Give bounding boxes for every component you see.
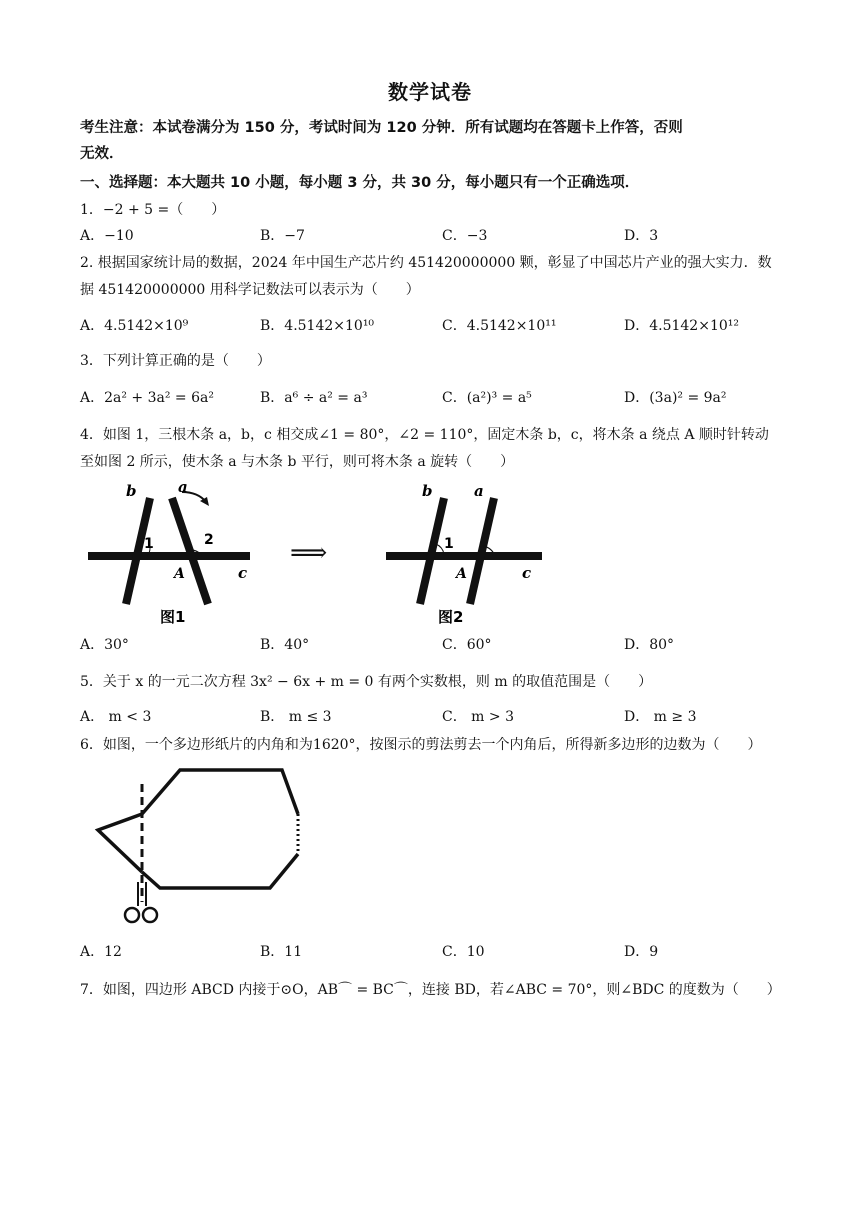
q3-option-b: B．a⁶ ÷ a² = a³ bbox=[260, 390, 368, 406]
figure-2 bbox=[378, 478, 558, 628]
q3-option-a: A．2a² + 3a² = 6a² bbox=[80, 390, 214, 406]
fig1-label-a: a bbox=[178, 478, 188, 496]
fig1-label-1: 1 bbox=[144, 536, 154, 552]
question-2-stem-line-2: 据 451420000000 用科学记数法可以表示为（ ） bbox=[80, 282, 420, 298]
q4-option-d: D．80° bbox=[624, 637, 675, 653]
q1-option-b: B．−7 bbox=[260, 228, 305, 244]
fig2-label-1: 1 bbox=[444, 536, 454, 552]
question-7-stem: 7．如图，四边形 ABCD 内接于⊙O，AB⌒ = BC⌒，连接 BD，若∠ABC = 70°，则∠BDC 的度数为（ ） bbox=[80, 982, 781, 998]
q2-option-a: A．4.5142×10⁹ bbox=[80, 318, 189, 334]
fig2-label-a: a bbox=[474, 482, 484, 500]
transform-arrow: ⟹ bbox=[290, 538, 328, 568]
q2-option-b: B．4.5142×10¹⁰ bbox=[260, 318, 375, 334]
fig1-label-c: c bbox=[238, 564, 248, 582]
q4-option-c: C．60° bbox=[442, 637, 492, 653]
q4-option-b: B．40° bbox=[260, 637, 310, 653]
q6-option-b: B．11 bbox=[260, 944, 303, 960]
page-title: 数学试卷 bbox=[388, 80, 472, 104]
question-5-stem: 5．关于 x 的一元二次方程 3x² − 6x + m = 0 有两个实数根，则 m 的取值范围是（ ） bbox=[80, 674, 653, 690]
fig1-caption: 图1 bbox=[160, 608, 186, 626]
q3-option-d: D．(3a)² = 9a² bbox=[624, 390, 727, 406]
fig1-label-2: 2 bbox=[204, 532, 214, 548]
q2-option-d: D．4.5142×10¹² bbox=[624, 318, 739, 334]
fig2-label-c: c bbox=[522, 564, 532, 582]
scissors-icon bbox=[125, 908, 139, 922]
q6-option-a: A．12 bbox=[80, 944, 122, 960]
q5-option-a: A． m < 3 bbox=[80, 709, 152, 725]
q5-option-b: B． m ≤ 3 bbox=[260, 709, 332, 725]
q6-option-d: D．9 bbox=[624, 944, 659, 960]
q1-option-a: A．−10 bbox=[80, 228, 134, 244]
question-4-stem-line-2: 至如图 2 所示，使木条 a 与木条 b 平行，则可将木条 a 旋转（ ） bbox=[80, 454, 515, 470]
question-3-stem: 3．下列计算正确的是（ ） bbox=[80, 353, 271, 369]
question-6-stem: 6．如图，一个多边形纸片的内角和为1620°，按图示的剪法剪去一个内角后，所得新多边形的边数为（ ） bbox=[80, 737, 762, 753]
q3-option-c: C．(a²)³ = a⁵ bbox=[442, 390, 532, 406]
fig1-label-b: b bbox=[126, 482, 137, 500]
section-heading: 一、选择题：本大题共 10 小题，每小题 3 分，共 30 分，每小题只有一个正确选项． bbox=[80, 175, 640, 191]
fig2-label-A: A bbox=[456, 566, 467, 582]
q1-option-d: D．3 bbox=[624, 228, 659, 244]
notice-line-1: 考生注意：本试卷满分为 150 分，考试时间为 120 分钟．所有试题均在答题卡上作答，否则 bbox=[80, 120, 683, 136]
fig1-label-A: A bbox=[174, 566, 185, 582]
q2-option-c: C．4.5142×10¹¹ bbox=[442, 318, 557, 334]
q4-option-a: A．30° bbox=[80, 637, 129, 653]
question-2-stem-line-1: 2. 根据国家统计局的数据，2024 年中国生产芯片约 451420000000 颗，彰显了中国芯片产业的强大实力．数 bbox=[80, 255, 772, 271]
q6-option-c: C．10 bbox=[442, 944, 485, 960]
figure-1 bbox=[80, 478, 260, 628]
q5-option-c: C． m > 3 bbox=[442, 709, 514, 725]
fig2-caption: 图2 bbox=[438, 608, 464, 626]
question-4-stem-line-1: 4．如图 1，三根木条 a，b，c 相交成∠1 = 80°，∠2 = 110°，固定木条 b，c，将木条 a 绕点 A 顺时针转动 bbox=[80, 427, 769, 443]
q1-option-c: C．−3 bbox=[442, 228, 488, 244]
question-1-stem: 1．−2 + 5 =（ ） bbox=[80, 202, 226, 218]
notice-line-2: 无效． bbox=[80, 146, 124, 162]
q5-option-d: D． m ≥ 3 bbox=[624, 709, 697, 725]
fig2-label-b: b bbox=[422, 482, 433, 500]
figure-polygon bbox=[92, 762, 322, 932]
